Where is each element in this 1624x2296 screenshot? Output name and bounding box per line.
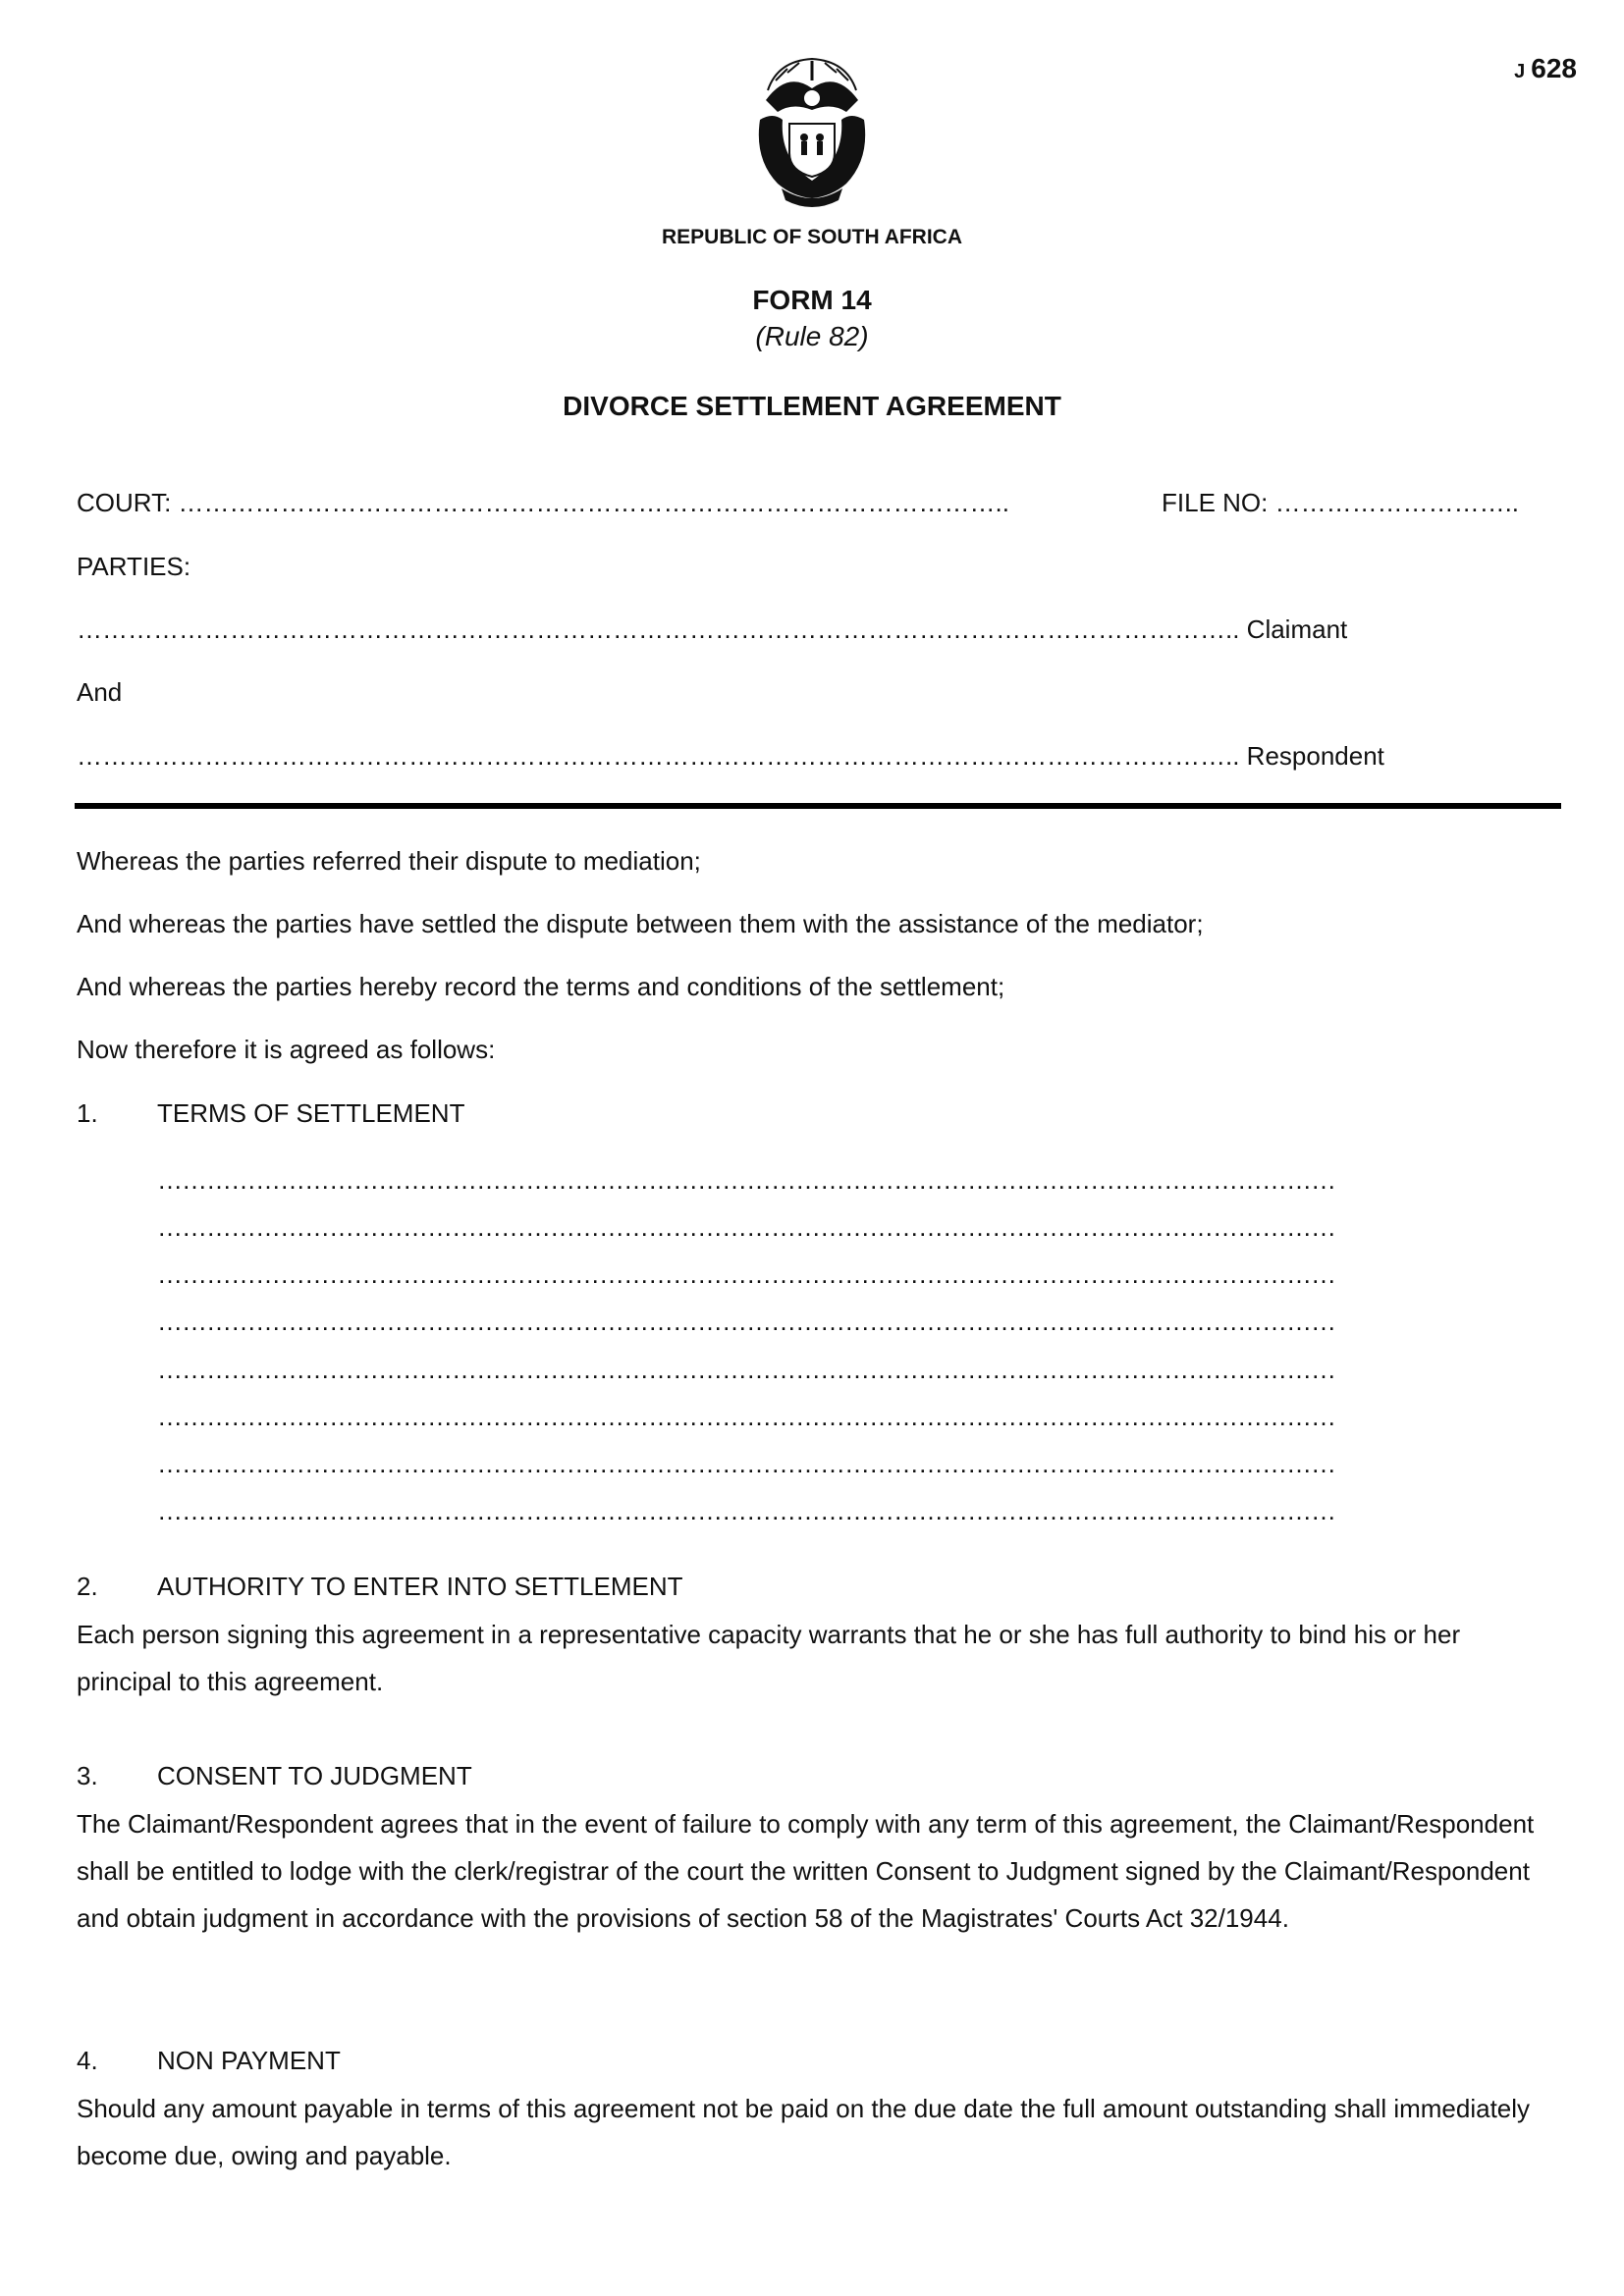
section-2-body: Each person signing this agreement in a representative capacity warrants that he or she has full authority to bind his or her principal to this agreement. — [77, 1620, 1461, 1696]
terms-line[interactable]: ……………………………………………………………………………………………………………………………… — [157, 1402, 1335, 1431]
file-number-field[interactable]: FILE NO: ……………………….. — [1162, 488, 1520, 517]
section-2-number: 2. — [77, 1572, 98, 1601]
section-3-number: 3. — [77, 1761, 98, 1790]
preamble-line: And whereas the parties hereby record the terms and conditions of the settlement; — [77, 972, 1005, 1001]
court-field[interactable]: COURT: …………………………………………………………………………………….. — [77, 488, 1009, 517]
section-3-heading: CONSENT TO JUDGMENT — [157, 1761, 472, 1790]
form-code-prefix: J — [1514, 61, 1526, 82]
section-3-body: The Claimant/Respondent agrees that in the event of failure to comply with any term of this agreement, the Claimant/Respondent shall be entitled to lodge with the clerk/registrar of the court the written Consent to Judgment signed by the Claimant/Respondent and obtain judgment in accordance with the provisions of section 58 of the Magistrates' Courts Act 32/1944. — [77, 1809, 1535, 1933]
rule-reference: (Rule 82) — [755, 321, 869, 351]
section-2-heading: AUTHORITY TO ENTER INTO SETTLEMENT — [157, 1572, 683, 1601]
country-name: REPUBLIC OF SOUTH AFRICA — [661, 226, 963, 248]
terms-line[interactable]: ……………………………………………………………………………………………………………………………… — [157, 1307, 1335, 1336]
preamble-line: Whereas the parties referred their dispute to mediation; — [77, 846, 701, 876]
terms-line[interactable]: ……………………………………………………………………………………………………………………………… — [157, 1212, 1335, 1242]
preamble-line: And whereas the parties have settled the dispute between them with the assistance of the mediator; — [77, 909, 1204, 938]
terms-line[interactable]: ……………………………………………………………………………………………………………………………… — [157, 1259, 1335, 1289]
section-4-number: 4. — [77, 2046, 98, 2075]
section-divider — [75, 803, 1561, 809]
terms-line[interactable]: ……………………………………………………………………………………………………………………………… — [157, 1355, 1335, 1384]
coat-of-arms-icon — [748, 51, 876, 210]
form-code-number: 628 — [1531, 53, 1577, 83]
preamble-line: Now therefore it is agreed as follows: — [77, 1035, 496, 1064]
section-4-body: Should any amount payable in terms of this agreement not be paid on the due date the full amount outstanding shall immediately become due, owing and payable. — [77, 2094, 1531, 2170]
section-1-heading: TERMS OF SETTLEMENT — [157, 1098, 465, 1128]
section-4-heading: NON PAYMENT — [157, 2046, 341, 2075]
and-label: And — [77, 677, 123, 707]
claimant-field[interactable]: ……………………………………………………………………………………………………………………….. Claimant — [77, 614, 1348, 644]
respondent-field[interactable]: ……………………………………………………………………………………………………………………….. Respondent — [77, 741, 1384, 771]
section-1-number: 1. — [77, 1098, 98, 1128]
parties-label: PARTIES: — [77, 552, 191, 581]
terms-line[interactable]: ……………………………………………………………………………………………………………………………… — [157, 1165, 1335, 1195]
terms-line[interactable]: ……………………………………………………………………………………………………………………………… — [157, 1449, 1335, 1478]
terms-line[interactable]: ……………………………………………………………………………………………………………………………… — [157, 1496, 1335, 1525]
form-number: FORM 14 — [752, 285, 872, 315]
document-title: DIVORCE SETTLEMENT AGREEMENT — [563, 391, 1061, 421]
form-code — [1514, 53, 1577, 84]
